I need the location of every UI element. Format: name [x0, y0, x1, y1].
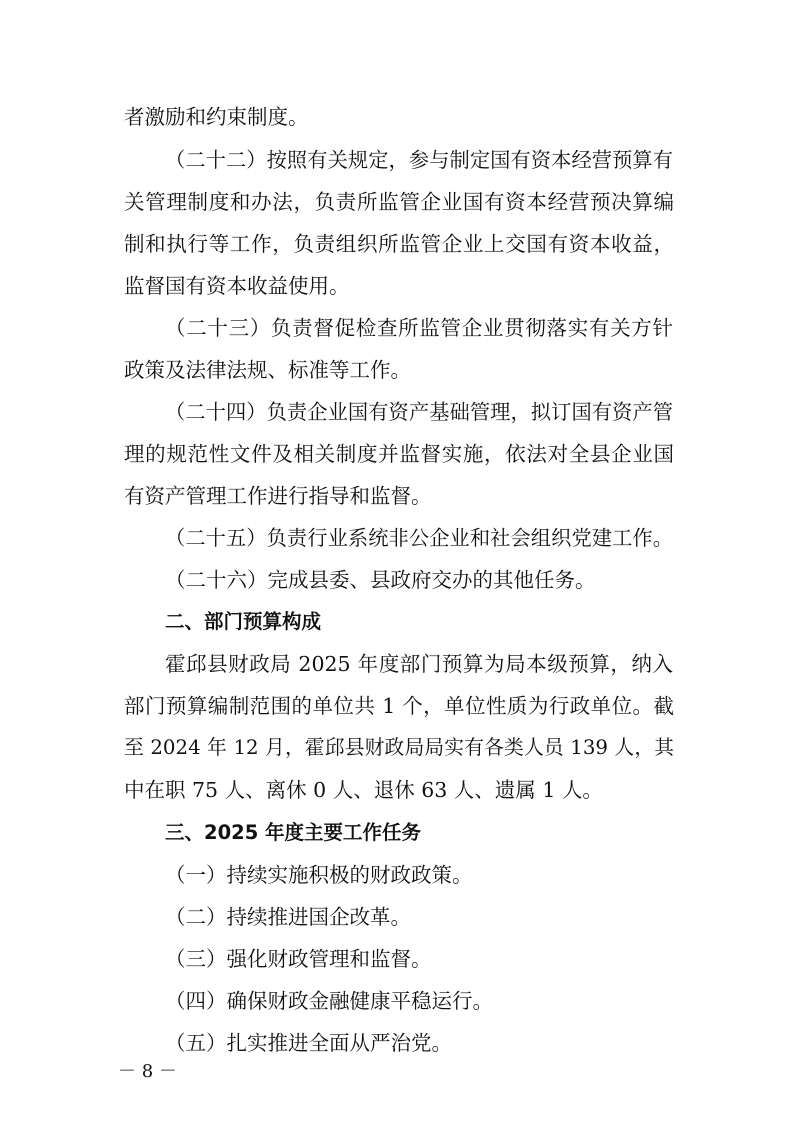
text-line: 部门预算编制范围的单位共 1 个，单位性质为行政单位。截: [124, 694, 674, 718]
list-item: （三）强化财政管理和监督。: [165, 947, 432, 971]
text-line: 至 2024 年 12 月，霍邱县财政局局实有各类人员 139 人，其: [124, 736, 674, 759]
text-line: 理的规范性文件及相关制度并监督实施，依法对全县企业国: [124, 442, 674, 466]
text-line: （二十三）负责督促检查所监管企业贯彻落实有关方针: [165, 316, 673, 340]
text-line: （二十二）按照有关规定，参与制定国有资本经营预算有: [165, 148, 673, 172]
text-line: 有资产管理工作进行指导和监督。: [124, 484, 432, 508]
page-number: － 8 －: [118, 1061, 177, 1082]
text-line: （二十四）负责企业国有资产基础管理，拟订国有资产管: [165, 400, 673, 424]
list-item: （五）扎实推进全面从严治党。: [165, 1031, 452, 1055]
text-line: 制和执行等工作，负责组织所监管企业上交国有资本收益，: [124, 232, 674, 256]
list-item: （二）持续推进国企改革。: [165, 905, 411, 929]
text-line: 中在职 75 人、离休 0 人、退休 63 人、遗属 1 人。: [124, 778, 603, 802]
text-line: （二十六）完成县委、县政府交办的其他任务。: [165, 568, 596, 592]
list-item: （四）确保财政金融健康平稳运行。: [165, 989, 493, 1013]
section-heading: 二、部门预算构成: [165, 610, 322, 633]
text-line: 政策及法律法规、标准等工作。: [124, 358, 411, 382]
text-line: 关管理制度和办法，负责所监管企业国有资本经营预决算编: [124, 190, 674, 214]
list-item: （一）持续实施积极的财政政策。: [165, 863, 473, 887]
text-line: （二十五）负责行业系统非公企业和社会组织党建工作。: [165, 526, 673, 550]
text-line: 者激励和约束制度。: [124, 105, 309, 129]
section-heading: 三、2025 年度主要工作任务: [165, 821, 422, 844]
text-line: 霍邱县财政局 2025 年度部门预算为局本级预算，纳入: [165, 652, 673, 676]
text-line: 监督国有资本收益使用。: [124, 274, 350, 298]
